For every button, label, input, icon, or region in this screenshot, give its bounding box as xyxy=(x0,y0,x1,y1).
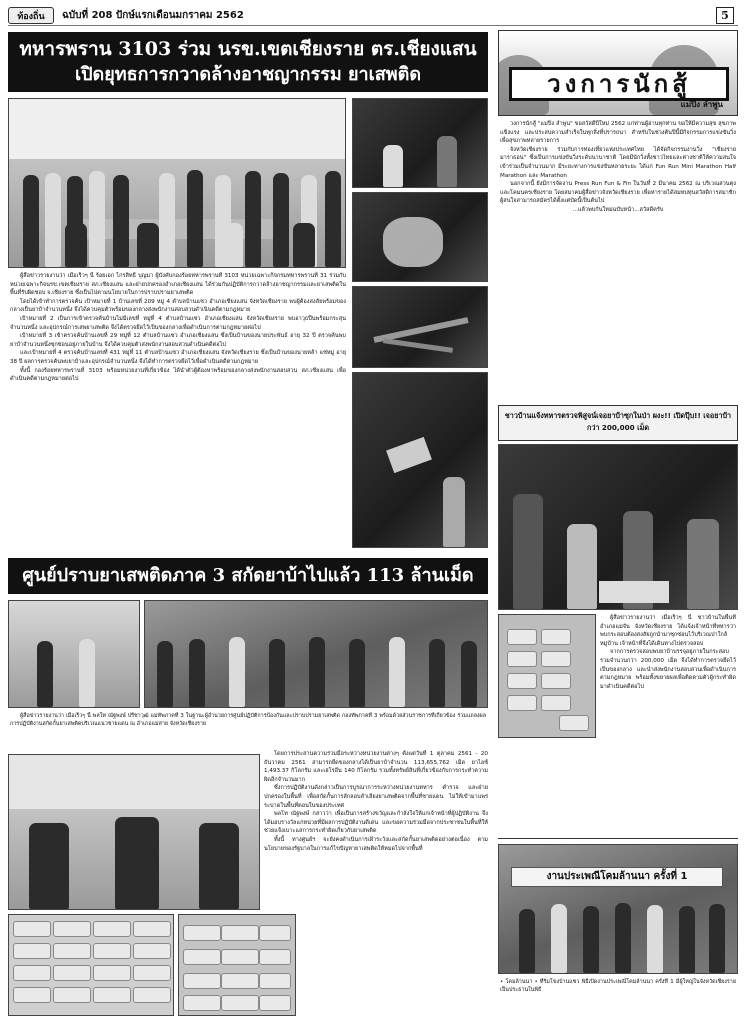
story1-body xyxy=(10,272,346,552)
news-paragraph: จากการตรวจสอบพบยาบ้าบรรจุอยู่ภายในกระสอบ รวมจำนวนกว่า 200,000 เม็ด จึงได้ทำการตรวจยึดไว้เป็นของกลาง และนำส่งพนักงานสอบสวนเพื่อดำเนินการตามกฎหมาย พร้อมทั้งขยายผลเพื่อติดตามตัวผู้กระทำผิดมาดำเนินคดีต่อไป xyxy=(600,649,736,690)
column-divider xyxy=(498,838,738,839)
page-header xyxy=(8,6,738,26)
story2-headline: ศูนย์ปราบยาเสพติดภาค 3 สกัดยาบ้าไปแล้ว 113 ล้านเม็ด xyxy=(8,558,488,594)
story1-headline xyxy=(8,32,488,92)
story2-body xyxy=(264,750,488,1012)
column-banner xyxy=(498,30,738,116)
story1-photo-evidence-bag xyxy=(352,192,488,282)
story2-paragraph: ซึ่งการปฏิบัติงานดังกล่าวเป็นการบูรณาการระหว่างหน่วยงานทหาร ตำรวจ และฝ่ายปกครองในพื้นที่ เพื่อสกัดกั้นการลักลอบลำเลียงยาเสพติดจากพื้นที่ชายแดน ไม่ให้เข้ามาแพร่ระบาดในพื้นที่ตอนในของประเทศ xyxy=(264,785,488,809)
story2-photo-drug-packs-right xyxy=(178,914,296,1016)
news-paragraph: ผู้สื่อข่าวรายงานว่า เมื่อเร็วๆ นี้ ชาวบ้านในพื้นที่อำเภอแม่จัน จังหวัดเชียงราย ได้แจ้งเจ้าหน้าที่ทหารว่าพบกระสอบต้องสงสัยถูกนำมาซุกซ่อนไว้บริเวณป่าใกล้หมู่บ้าน เจ้าหน้าที่จึงได้เดินทางไปตรวจสอบ xyxy=(600,615,736,647)
news-body xyxy=(600,614,736,814)
column-title: วงการนักสู้ xyxy=(509,67,729,101)
newspaper-logo: ท้องถิ่น xyxy=(8,7,54,24)
story1-headline-line2: เปิดยุทธการกวาดล้างอาชญากรรม ยาเสพติด xyxy=(74,64,422,85)
story1-photo-search xyxy=(352,98,488,188)
story2-photo-officials xyxy=(144,600,488,708)
story1-paragraph: โดยได้เข้าทำการตรวจค้น เป้าหมายที่ 1 บ้านเลขที่ 209 หมู่ 4 ตำบลบ้านแซว อำเภอเชียงแสน จังหวัดเชียงราย พบผู้ต้องสงสัยพร้อมของกลางเป็นยาบ้าจำนวนหนึ่ง จึงได้ควบคุมตัวพร้อมของกลางส่งพนักงานสอบสวนดำเนินคดีตามกฎหมาย xyxy=(10,298,346,314)
story2-paragraph: โดยการประสานความร่วมมือระหว่างหน่วยงานต่างๆ ตั้งแต่วันที่ 1 ตุลาคม 2561 - 20 ธันวาคม 2561 สามารถยึดของกลางได้เป็นยาบ้าจำนวน 113,655,762 เม็ด ยาไอซ์ 1,493.37 กิโลกรัม และเฮโรอีน 140 กิโลกรัม รวมทั้งทรัพย์สินที่เกี่ยวข้องกับการกระทำความผิดอีกจำนวนมาก xyxy=(264,751,488,783)
story2-photo-conference xyxy=(8,754,260,910)
event-photo xyxy=(498,844,738,974)
story2-photo-drug-packs-left xyxy=(8,914,174,1016)
story1-paragraph: ผู้สื่อข่าวรายงานว่า เมื่อเร็วๆ นี้ ร้อยเอก ไกรสิทธิ์ บุญมา ผู้บังคับกองร้อยทหารพรานที่ 3103 หน่วยเฉพาะกิจกรมทหารพรานที่ 31 ร่วมกับหน่วยเฉพาะกิจนรข.เขตเชียงราย สภ.เชียงแสน และฝ่ายปกครองอำเภอเชียงแสน ได้ร่วมกันปฏิบัติการกวาดล้างอาชญากรรมและยาเสพติดในพื้นที่รับผิดชอบ จ.เชียงราย ซึ่งเป็นไปตามนโยบายในการปราบปรามยาเสพติด xyxy=(10,273,346,297)
column-paragraph: จังหวัดเชียงราย ร่วมกับการท่องเที่ยวแห่งประเทศไทย ได้จัดกิจกรรมงานวิ่ง "เชียงรายมาราธอน" ซึ่งเป็นการแข่งขันวิ่งระดับนานาชาติ โดยมีนักวิ่งทั้งชาวไทยและต่างชาติให้ความสนใจเข้าร่วมเป็นจำนวนมาก มีระยะทางการแข่งขันหลายระยะ ได้แก่ Fun Run Mini Marathon Half Marathon และ Marathon xyxy=(500,146,736,179)
story1-photo-night-raid xyxy=(352,372,488,548)
news-photo-seizure xyxy=(498,444,738,610)
story1-paragraph: เป้าหมายที่ 3 เข้าตรวจค้นบ้านเลขที่ 29 หมู่ที่ 12 ตำบลบ้านแซว อำเภอเชียงแสน ซึ่งเป็นบ้านของนายประพันธ์ อายุ 32 ปี ตรวจค้นพบยาบ้าจำนวนหนึ่งซุกซ่อนอยู่ภายในบ้าน จึงได้ควบคุมตัวส่งพนักงานสอบสวนดำเนินคดีต่อไป xyxy=(10,333,346,348)
story1-paragraph: และเป้าหมายที่ 4 ตรวจค้นบ้านเลขที่ 431 หมู่ที่ 11 ตำบลบ้านแซว อำเภอเชียงแสน จังหวัดเชียงราย ซึ่งเป็นบ้านของนายหล้า แซ่หมู่ อายุ 38 ปี ผลการตรวจค้นพบยาบ้าและอุปกรณ์จำนวนหนึ่ง จึงได้ทำการตรวจยึดไว้เพื่อดำเนินคดีตามกฎหมาย xyxy=(10,350,346,365)
story2-paragraph: พลโท ณัฐพงษ์ กล่าวว่า เพื่อเป็นการสร้างขวัญและกำลังใจให้แก่เจ้าหน้าที่ผู้ปฏิบัติงาน จึงได้มอบรางวัลแก่หน่วยที่มีผลการปฏิบัติงานดีเด่น และขอความร่วมมือจากประชาชนในพื้นที่ให้ช่วยแจ้งเบาะแสการกระทำผิดเกี่ยวกับยาเสพติด xyxy=(264,811,488,835)
news-photo-packages xyxy=(498,614,596,738)
story2-caption: ผู้สื่อข่าวรายงานว่า เมื่อเร็วๆ นี้ พลโท ณัฐพงษ์ ปรีชาวุฒิ แม่ทัพภาคที่ 3 ในฐานะผู้อำนวยการศูนย์ปฏิบัติการป้องกันและปราบปรามยาเสพติด กองทัพภาคที่ 3 พร้อมด้วยส่วนราชการที่เกี่ยวข้อง ร่วมแถลงผลการปฏิบัติงานสกัดกั้นยาเสพติดบริเวณแนวชายแดน ณ อำเภอแม่สาย จังหวัดเชียงราย xyxy=(10,713,486,727)
news-headline: ชาวบ้านแจ้งทหารตรวจพิสูจน์เจอยาบ้าซุกในป่า ผงะ!! เปิดปุ๊บ!! เจอยาบ้ากว่า 200,000 เม็ด xyxy=(498,405,738,441)
event-caption: • โคมล้านนา • ที่ริมโขงบ้านแซว พิธีเปิดงานประเพณีโคมล้านนา ครั้งที่ 1 มีผู้ใหญ่ในจังหวัดเชียงรายเป็นประธานในพิธี xyxy=(500,979,736,993)
event-banner: งานประเพณีโคมล้านนา ครั้งที่ 1 xyxy=(511,867,723,887)
issue-info: ฉบับที่ 208 ปักษ์แรกเดือนมกราคม 2562 xyxy=(62,10,244,21)
story2-photo-press xyxy=(8,600,140,708)
story1-paragraph: เป้าหมายที่ 2 เป็นการเข้าตรวจค้นบ้านไม่มีเลขที่ หมู่ที่ 4 ตำบลบ้านแซว อำเภอเชียงแสน จังหวัดเชียงราย พบอาวุธปืนพร้อมกระสุนจำนวนหนึ่ง และอุปกรณ์การเสพยาเสพติด จึงได้ตรวจยึดไว้เป็นของกลางเพื่อดำเนินการตามกฎหมายต่อไป xyxy=(10,315,346,331)
story1-group-photo xyxy=(8,98,346,268)
column-body xyxy=(500,120,736,400)
story1-headline-line1: ทหารพราน 3103 ร่วม นรข.เขตเชียงราย ตร.เชียงแสน xyxy=(19,38,477,60)
column-paragraph: นอกจากนี้ ยังมีการจัดงาน Press Run Fun & Fin ในวันที่ 2 มีนาคม 2562 ณ บริเวณสวนตุงและโคมนครเชียงราย โดยสมาคมผู้สื่อข่าวจังหวัดเชียงราย เพื่อหารายได้สมทบทุนสวัสดิการสมาชิก ผู้สนใจสามารถสมัครได้ตั้งแต่บัดนี้เป็นต้นไป xyxy=(500,181,736,205)
page-number: 5 xyxy=(716,7,734,24)
column-signoff: ...แล้วพบกันใหม่ฉบับหน้า...สวัสดีครับ xyxy=(572,206,664,213)
column-byline: แม่ปิง ลำพูน xyxy=(680,100,723,109)
story2-paragraph: ทั้งนี้ ทางศูนย์ฯ จะยังคงดำเนินการเฝ้าระวังและสกัดกั้นยาเสพติดอย่างต่อเนื่อง ตามนโยบายของรัฐบาลในการแก้ไขปัญหายาเสพติดให้หมดไปจากพื้นที่ xyxy=(264,836,488,852)
story1-paragraph: ทั้งนี้ กองร้อยทหารพรานที่ 3103 พร้อมหน่วยงานที่เกี่ยวข้อง ได้นำตัวผู้ต้องหาพร้อมของกลางส่งพนักงานสอบสวน สภ.เชียงแสน เพื่อดำเนินคดีตามกฎหมายต่อไป xyxy=(10,367,346,383)
column-paragraph: วงการนักสู้ "แม่ปิง ลำพูน" ขอสวัสดีปีใหม่ 2562 แก่ท่านผู้อ่านทุกท่าน ขอให้มีความสุข สุขภาพแข็งแรง และประสบความสำเร็จในทุกสิ่งที่ปรารถนา สำหรับในช่วงต้นปีนี้มีกิจกรรมการแข่งขันวิ่งเพื่อสุขภาพหลายรายการ xyxy=(500,121,736,145)
story1-photo-weapons xyxy=(352,286,488,368)
